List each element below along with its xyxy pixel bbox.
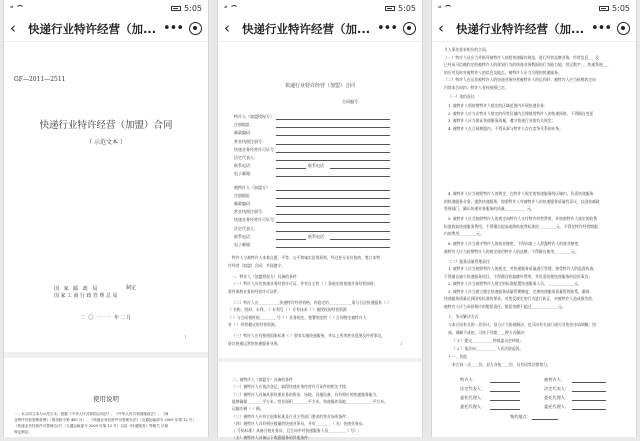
- contact-label: 联系电话：: [308, 163, 328, 169]
- wifi-icon: [16, 5, 24, 11]
- battery-icon: [171, 6, 181, 11]
- fill-in-line: [276, 239, 306, 240]
- fill-in-line: [572, 382, 606, 383]
- document-page: [432, 42, 636, 437]
- fill-in-line: [276, 127, 390, 128]
- signature-label-right: 委托代理人：: [544, 395, 570, 400]
- instruction-line: 一、本合同文本为示范文本，根据《中华人民共和国合同法》、《中华人民共和国邮政法》、《商: [14, 412, 169, 416]
- sign-place-label: 签约地点：: [510, 414, 531, 419]
- fill-in-line: [276, 168, 306, 169]
- contract-section-line: 二、被特许人（加盟方）具备的条件: [232, 377, 293, 382]
- contract-body-line: 许经营（加盟）合同，共同遵守。: [228, 262, 285, 268]
- fill-in-line: [276, 144, 390, 145]
- nav-bar: [218, 16, 422, 42]
- party-a-field: 营业执照注册号：: [234, 138, 266, 144]
- page-number: 1: [400, 341, 403, 346]
- back-chevron-icon[interactable]: ‹: [438, 19, 444, 37]
- contract-body-line: （一）特许人具有快递业务经营许可证，并有自主营（ ）条规定的快递业务经营网络；: [232, 281, 378, 287]
- terms-line: 1. 被特许人应当按照特许人的规定，对快递服务质量进行管理，接受特许人的监督检查，: [448, 266, 598, 271]
- terms-line: 被特许人应当按照特许人的规定使用特许人的品牌，不得擅自使用_________元。: [444, 248, 579, 254]
- party-b-field: 注册地址：: [234, 192, 254, 198]
- contract-section-line: （二）被特许人具备从事快递业务的资金、场地、设施设备，具有相应的快递服务能力，: [232, 391, 381, 397]
- document-page: [4, 42, 208, 437]
- fill-in-line: [572, 391, 606, 392]
- contract-body-line: 有（ ）经营模式的经营资源。: [228, 322, 279, 328]
- nav-bar: [4, 16, 208, 42]
- contract-section-line: （一）被特许人应依法登记，取得快递业务经营许可证件的相关手续；: [232, 384, 350, 390]
- terms-line: 的快递服务业务，提供快递服务，如果特许人对被特许人的快递服务质量有异议，以国家邮政: [444, 198, 600, 204]
- terms-line: 3. 被特许人应当建立健全快递服务质量管理制度，完善快递服务质量管理体系，确保: [448, 288, 590, 294]
- fill-in-line: [532, 419, 558, 420]
- party-b-field: 邮政编码：: [234, 201, 254, 206]
- terms-line: 1. 被特许人须按照特许人规定的区域范围内开展快递业务；: [448, 103, 548, 108]
- terms-line: 月人事先要求相应的合同。: [444, 47, 490, 52]
- fill-in-line: [276, 160, 390, 161]
- page-title: 快递行业特许经营（加...: [456, 21, 585, 36]
- party-a-field: 注册地址：: [234, 122, 254, 128]
- party-a-field: 联系电话：: [234, 163, 254, 169]
- contract-section-line: （四）被特许人具有相应数量的快递业务员，并有________（ 名）快递业务员，: [232, 420, 367, 426]
- status-bar: [432, 0, 636, 16]
- signature-label-right: 被特许人：: [544, 377, 565, 382]
- party-a-field: 特许人（加盟授权方）：: [234, 114, 278, 119]
- contract-section-line: （三）被特许人应符合国家标准及行业主管部门要求的营业场所条件：: [232, 413, 350, 419]
- terms-line: （一）特许人员应当并指导被特许人按照快递操作规范，进行经营品牌业务，经营信息___ 及: [444, 54, 599, 60]
- fill-in-line: [276, 176, 390, 177]
- battery-icon: [599, 6, 609, 11]
- party-a-field: 邮政编码：: [234, 130, 254, 136]
- fill-in-line: [276, 190, 390, 191]
- fill-in-line: [572, 409, 606, 410]
- fill-in-line: [330, 168, 390, 169]
- document-title: 快递行业特许经营（加盟）合同: [39, 120, 173, 131]
- nav-bar: [432, 16, 636, 42]
- contract-section-line: （ 号码标准）具备合格业务员，且合同中对快递服务人员_________（ 号）；: [232, 428, 362, 434]
- page-title: 快递行业特许经营（加...: [28, 21, 157, 36]
- contract-body-line: （三）特许人应有按照国家标准（ ）要求实施快递服务，并以上所列营业范围及经营事宜，: [232, 333, 386, 339]
- page-number: 1: [184, 334, 187, 339]
- fill-in-line: [276, 119, 390, 120]
- fill-in-line: [276, 152, 390, 153]
- issuer-tag: 制定: [126, 285, 137, 291]
- status-time: 5:05: [398, 3, 416, 13]
- page-divider: [218, 358, 422, 362]
- instructions-title: 使用说明: [93, 395, 119, 403]
- terms-line: 6. 被特许人应当保守特许人的商业秘密，不得向第三人泄露特许人的商业秘密，: [448, 241, 582, 246]
- document-subtitle: （ 示范文本 ）: [86, 139, 126, 146]
- terms-line: 内容本合同约；特许人有权按照已定。: [444, 84, 509, 90]
- party-b-field: 被特许人（加盟方）：: [234, 184, 274, 190]
- terms-line: 本合同一式____份，双方各执____份，具有同等法律效力。: [452, 362, 551, 367]
- fill-in-line: [490, 409, 520, 410]
- status-bar: [218, 0, 422, 16]
- phone-screen-cover: [3, 0, 209, 437]
- contract-body-line: 一、特许人（加盟授权方）具备的条件: [232, 273, 297, 279]
- party-b-field: 电子邮箱：: [234, 242, 254, 247]
- signature-label-left: 法定代表人：: [460, 386, 486, 391]
- signal-icon: ᵃˡˡ: [438, 4, 441, 12]
- instruction-line: 《快递业务经营许可管理办法》（交通运输部令 2009 年第 12 号）以及《快递服务》等相关 法规: [14, 424, 169, 428]
- terms-line: 4. 被特许人应当按照特许人的规定，在特许人规定的快递服务的区域内，负责快递服务: [448, 191, 594, 196]
- signal-icon: ᵃˡˡ: [10, 4, 13, 12]
- terms-line: （二）服务质量管理责任: [448, 258, 490, 264]
- terms-line: 内的费用_________元。: [444, 231, 484, 236]
- terms-line: （ 1 ）提交___________仲裁委员会仲裁；: [452, 338, 524, 343]
- fill-in-line: [330, 239, 390, 240]
- terms-line: 标准收取快递服务费用，不得擅自提高或降低收费标准的_________元，不得在特许经营期限: [444, 223, 598, 229]
- fill-in-line: [490, 382, 520, 383]
- party-b-field: 快递业务经营许可证号：: [234, 217, 278, 223]
- close-miniprogram-icon[interactable]: [403, 22, 416, 35]
- phone-screen-contract: [217, 0, 423, 441]
- terms-line: （二）特许人在运作被特许人的快递业务经营被特许人的运作时；被特许人应当按照约定向: [444, 77, 596, 82]
- fill-in-line: [276, 198, 390, 199]
- party-a-field: 电子邮箱：: [234, 171, 254, 177]
- terms-line: 2. 被特许人应当按照特许人规定的标准配置快递服务人员，______________元，: [448, 281, 582, 286]
- signature-label-left: 委托代理人：: [460, 404, 486, 409]
- document-page: [218, 42, 422, 441]
- phone-screen-terms: [431, 0, 637, 437]
- signature-label-left: 委托代理人：: [460, 395, 486, 400]
- party-b-field: 法定代表人：: [234, 225, 258, 231]
- party-b-field: 联系电话：: [234, 233, 254, 239]
- back-chevron-icon[interactable]: ‹: [224, 19, 230, 37]
- instruction-line: 业特许经营管理条例》（国务院令第 485 号）、《快递业务经营许可管理办法》（交通运输部令 2009 年第 12 号）: [14, 418, 196, 422]
- terms-line: 2. 被特许人应当在特许人规定的经营区域内合理使用特许人的快递网络，不得擅自变更: [448, 110, 594, 116]
- party-a-field: 法定代表人：: [234, 155, 258, 160]
- contract-title: 快递行业特许经营（加盟）合同: [284, 83, 355, 89]
- terms-line: 商、调解不成的，可按下列第____种方式解决：: [448, 330, 528, 335]
- terms-line: 的应对及时对被特许人的信息及地点，被特许人应当合理的快递服务。: [444, 69, 562, 75]
- contract-body-line: （ ）与合同相符的_________号（ ）业务规定，签署规定的（ ）合同签定被特许人: [228, 314, 367, 320]
- instruction-line: 规定制定。: [14, 430, 32, 434]
- signature-label-right: 委托代理人：: [544, 404, 570, 409]
- signal-icon: ᵃˡˡ: [224, 4, 227, 12]
- wifi-icon: [444, 5, 452, 11]
- close-miniprogram-icon[interactable]: [617, 22, 630, 35]
- contract-body-line: 事件保持业务的经营许可证件。: [228, 288, 282, 294]
- contract-section-line: 运输车辆（ ）辆。: [232, 406, 264, 412]
- contract-number-label: 合同编号：: [342, 99, 362, 104]
- contract-section-line: （五）被特许人具备以下收派服务的其他条件：: [232, 435, 312, 441]
- terms-line: 4. 被特许人在合同期限内，不得从事与特许人存在竞争关系的业务。: [448, 125, 563, 131]
- fill-in-line: [572, 400, 606, 401]
- more-menu-icon[interactable]: •••: [162, 21, 183, 36]
- wifi-icon: [230, 5, 238, 11]
- contract-body-line: （二）特许人应___________快递特许经营资格，有稳定的____________条与合法快递服务（ ）: [232, 299, 391, 305]
- issuer-postal: 国 家 邮 政 局: [54, 286, 99, 292]
- page-title: 快递行业特许经营（加...: [242, 21, 371, 36]
- terms-line: 与本合同有关的一切争议，双方应当协商解决，也可向有关部门或行业协会申请调解；协: [448, 322, 597, 327]
- terms-subhead: 十、争议解决方式: [448, 314, 479, 319]
- fill-in-line: [276, 214, 390, 215]
- contract-body-line: 协议快递运营的快递服务业务。: [228, 340, 282, 346]
- contract-body-line: 特许人与被特许人本着自愿、平等、公平和诚实信用原则，经过充分友好协商，签订本特: [232, 255, 381, 261]
- terms-line: 已经成可信赖约定的被特许人的规划行为的快递业务数据的行为能力地、营运数字___ 快递系统___: [444, 62, 609, 67]
- terms-line: 快递服务质量达到国家标准的要求，对违反规定的行为进行纠正，对被特许人造成损失的，: [444, 296, 596, 301]
- fill-in-line: [276, 247, 390, 248]
- contract-body-line: （ 名称、图形、专利、 ）专利号（ ）专有技术（ ）被授权的经营资源: [228, 307, 347, 313]
- battery-icon: [385, 6, 395, 11]
- signature-label-right: 法定代表人：: [544, 386, 570, 391]
- status-time: 5:05: [612, 3, 630, 13]
- fill-in-line: [276, 231, 390, 232]
- fill-in-line: [276, 222, 390, 223]
- page-divider: [4, 352, 208, 358]
- more-menu-icon[interactable]: •••: [590, 21, 611, 36]
- party-a-field: 快递业务经营许可证号：: [234, 146, 278, 152]
- terms-line: 不得擅自减少快递服务项目，不得擅自收取额外费用，并负责处理快递服务的投诉事宜；: [444, 273, 593, 279]
- status-time: 5:05: [184, 3, 202, 13]
- back-chevron-icon[interactable]: ‹: [10, 19, 16, 37]
- issuer-saic: 国家工商行政管理总局: [54, 293, 120, 299]
- contract-section-line: 能够确保________平方米，营业面积________平方米，快递操作场地______________平方米，: [232, 398, 388, 404]
- status-bar: [4, 0, 208, 16]
- fill-in-line: [276, 135, 390, 136]
- terms-line: 管理部门，确认快递业务服务的质量___________ 元。: [444, 206, 535, 211]
- terms-line: 被特许人应当承担相应的赔偿责任，赔偿金额不超过______________元。: [444, 303, 566, 309]
- document-code: GF—2011—2511: [14, 76, 66, 83]
- issue-date: 二 〇 一 一 年二月: [79, 315, 133, 321]
- fill-in-line: [490, 391, 520, 392]
- party-b-field: 营业执照注册号：: [234, 209, 266, 215]
- contact-label: 联系电话：: [308, 233, 328, 239]
- terms-subhead: （一）违约责任: [448, 94, 475, 99]
- terms-line: （ 2 ）依法向___________人民法院起诉。: [452, 346, 524, 351]
- fill-in-line: [490, 400, 520, 401]
- signature-label-left: 特许人：: [460, 377, 477, 382]
- close-miniprogram-icon[interactable]: [189, 22, 202, 35]
- fill-in-line: [276, 206, 390, 207]
- terms-line: 3. 被特许人应当保证快递服务质量，遵守快递行业的有关规定；: [448, 118, 556, 123]
- terms-line: 5. 被特许人应当按照特许人的规定向特许人支付特许经营费用，并按照特许人规定的收费: [448, 216, 598, 221]
- more-menu-icon[interactable]: •••: [376, 21, 397, 36]
- terms-subhead: 十一、其他: [448, 354, 467, 359]
